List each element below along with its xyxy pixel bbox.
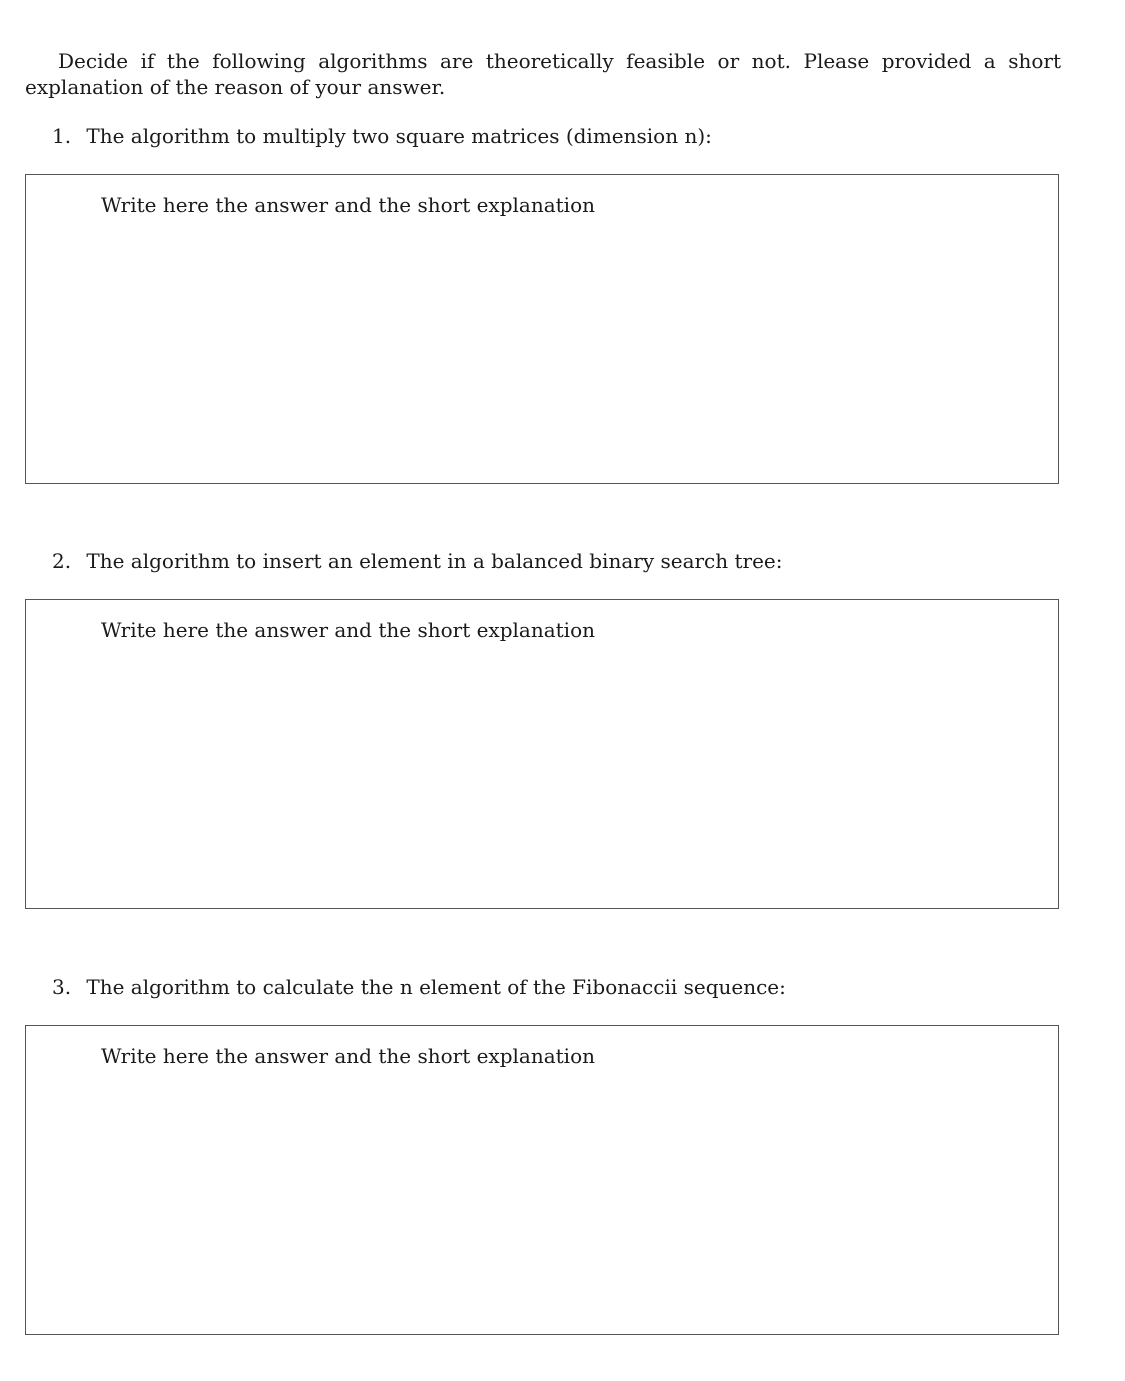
answer-box-1[interactable] — [25, 174, 1059, 484]
question-number: 2. — [52, 549, 72, 573]
question-text: The algorithm to multiply two square matrices (dimension n): — [86, 124, 712, 148]
question-1 — [52, 123, 712, 149]
question-text: The algorithm to insert an element in a balanced binary search tree: — [86, 549, 783, 573]
answer-placeholder-text[interactable]: Write here the answer and the short explanation — [101, 618, 595, 642]
question-2 — [52, 548, 783, 574]
instructions-paragraph: Decide if the following algorithms are theoretically feasible or not. Please provided a short explanation of the reason of your answer. — [25, 49, 1061, 99]
question-text: The algorithm to calculate the n element of the Fibonaccii sequence: — [86, 975, 786, 999]
question-3 — [52, 974, 786, 1000]
question-number: 3. — [52, 975, 72, 999]
question-number: 1. — [52, 124, 72, 148]
answer-placeholder-text[interactable]: Write here the answer and the short explanation — [101, 193, 595, 217]
answer-box-3[interactable] — [25, 1025, 1059, 1335]
answer-box-2[interactable] — [25, 599, 1059, 909]
answer-placeholder-text[interactable]: Write here the answer and the short explanation — [101, 1044, 595, 1068]
